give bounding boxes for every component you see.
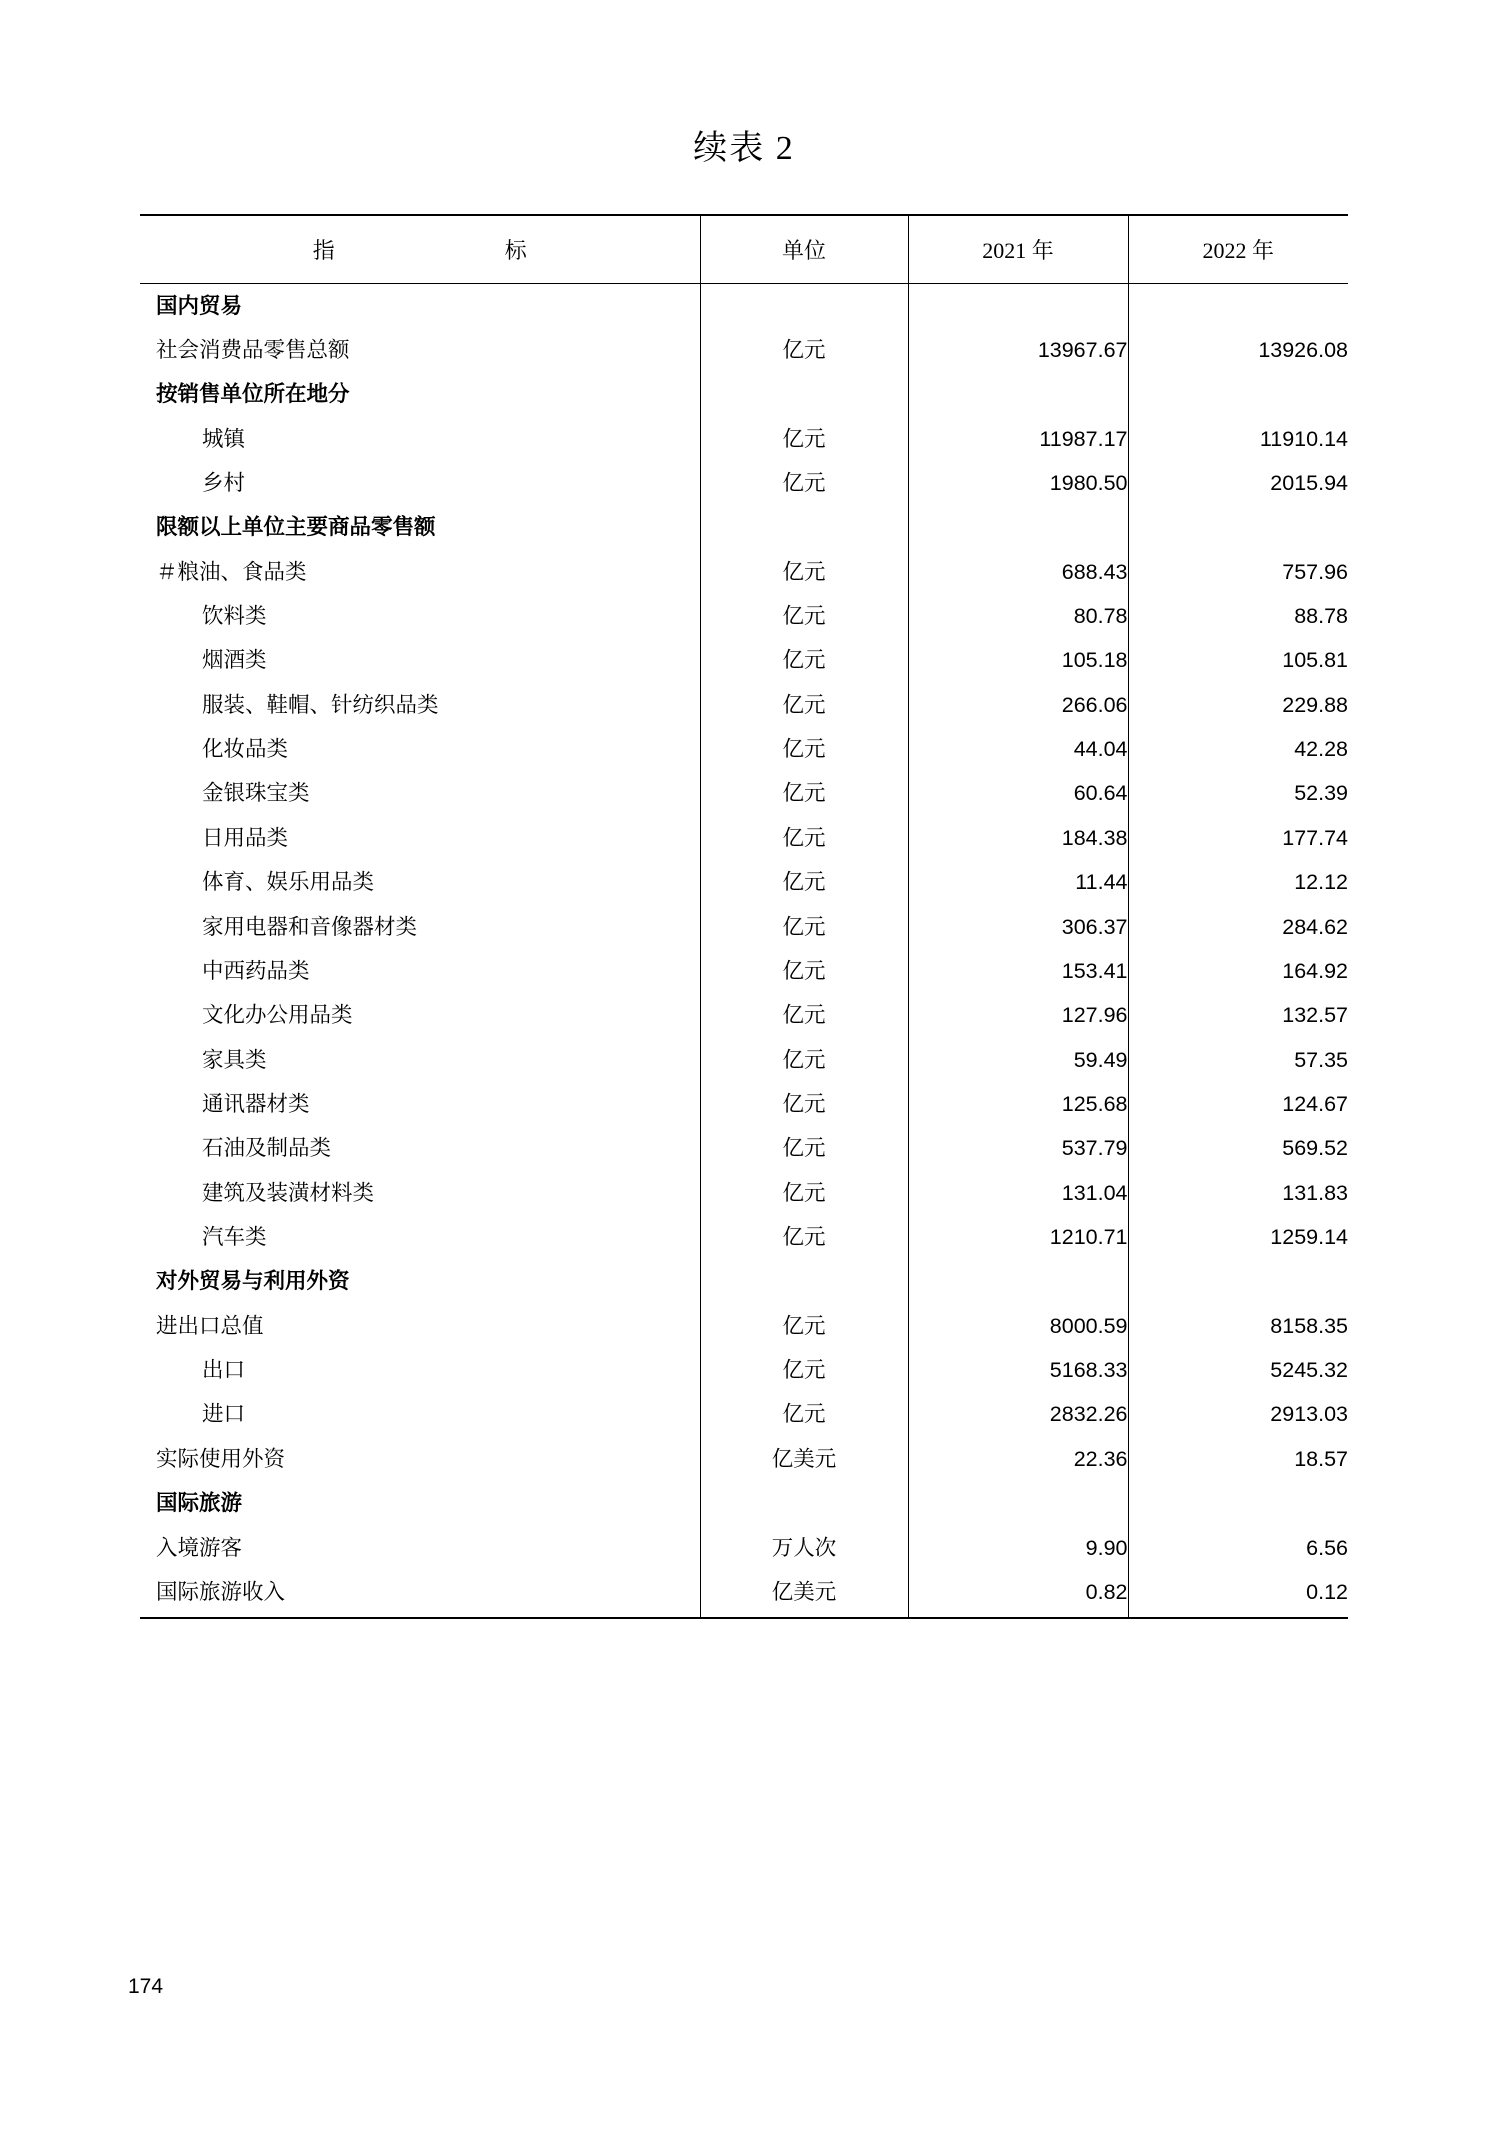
row-value-2022 bbox=[1128, 373, 1348, 417]
row-indicator: 建筑及装潢材料类 bbox=[202, 1180, 375, 1205]
row-value-2022: 569.52 bbox=[1128, 1127, 1348, 1171]
row-indicator: 日用品类 bbox=[202, 825, 289, 850]
row-value-2021: 59.49 bbox=[908, 1038, 1128, 1082]
row-value-2021: 13967.67 bbox=[908, 328, 1128, 372]
row-unit: 亿元 bbox=[700, 1127, 908, 1171]
row-value-2021: 11987.17 bbox=[908, 417, 1128, 461]
row-indicator: 家具类 bbox=[202, 1047, 267, 1072]
row-unit: 亿元 bbox=[700, 1304, 908, 1348]
table-row bbox=[140, 1171, 1348, 1215]
row-unit: 亿元 bbox=[700, 861, 908, 905]
row-indicator: 体育、娱乐用品类 bbox=[202, 870, 375, 895]
row-unit: 亿元 bbox=[700, 328, 908, 372]
table-row bbox=[140, 506, 1348, 550]
row-unit: 亿元 bbox=[700, 1171, 908, 1215]
row-value-2021: 266.06 bbox=[908, 683, 1128, 727]
row-value-2022 bbox=[1128, 506, 1348, 550]
row-indicator: 金银珠宝类 bbox=[202, 781, 310, 806]
table-row bbox=[140, 728, 1348, 772]
table-row bbox=[140, 905, 1348, 949]
table-row bbox=[140, 1127, 1348, 1171]
column-header-year-2022: 2022 年 bbox=[1128, 215, 1348, 284]
table-row bbox=[140, 1349, 1348, 1393]
table-row bbox=[140, 1260, 1348, 1304]
row-unit: 亿元 bbox=[700, 683, 908, 727]
row-indicator: 国际旅游 bbox=[156, 1491, 243, 1516]
row-indicator: 文化办公用品类 bbox=[202, 1003, 353, 1028]
row-indicator: 进出口总值 bbox=[156, 1313, 264, 1338]
row-indicator: 出口 bbox=[202, 1358, 246, 1383]
row-unit: 亿元 bbox=[700, 417, 908, 461]
row-unit: 亿元 bbox=[700, 461, 908, 505]
table-body bbox=[140, 284, 1348, 1619]
table-row bbox=[140, 772, 1348, 816]
row-unit: 亿美元 bbox=[700, 1570, 908, 1618]
row-unit: 亿元 bbox=[700, 1216, 908, 1260]
row-indicator: 饮料类 bbox=[202, 604, 267, 629]
row-value-2021 bbox=[908, 284, 1128, 329]
row-value-2021: 8000.59 bbox=[908, 1304, 1128, 1348]
row-value-2021: 537.79 bbox=[908, 1127, 1128, 1171]
row-unit bbox=[700, 1482, 908, 1526]
table-row bbox=[140, 639, 1348, 683]
column-header-unit: 单位 bbox=[700, 215, 908, 284]
row-unit bbox=[700, 373, 908, 417]
page-title: 续表 2 bbox=[693, 130, 795, 167]
row-value-2021: 60.64 bbox=[908, 772, 1128, 816]
row-value-2021: 184.38 bbox=[908, 816, 1128, 860]
row-indicator: 化妆品类 bbox=[202, 737, 289, 762]
row-unit: 亿元 bbox=[700, 1038, 908, 1082]
row-unit: 亿元 bbox=[700, 772, 908, 816]
row-indicator: 乡村 bbox=[202, 470, 246, 495]
row-indicator: 通讯器材类 bbox=[202, 1091, 310, 1116]
table-row bbox=[140, 1570, 1348, 1618]
row-value-2021: 125.68 bbox=[908, 1082, 1128, 1126]
row-value-2022: 124.67 bbox=[1128, 1082, 1348, 1126]
row-value-2021: 131.04 bbox=[908, 1171, 1128, 1215]
row-unit: 亿元 bbox=[700, 1082, 908, 1126]
row-value-2022: 132.57 bbox=[1128, 994, 1348, 1038]
row-value-2022: 2015.94 bbox=[1128, 461, 1348, 505]
table-row bbox=[140, 550, 1348, 594]
row-value-2022: 177.74 bbox=[1128, 816, 1348, 860]
table-row bbox=[140, 1082, 1348, 1126]
row-value-2021: 22.36 bbox=[908, 1437, 1128, 1481]
row-unit: 亿元 bbox=[700, 905, 908, 949]
table-row bbox=[140, 1304, 1348, 1348]
row-value-2022: 284.62 bbox=[1128, 905, 1348, 949]
row-value-2022: 5245.32 bbox=[1128, 1349, 1348, 1393]
row-value-2022 bbox=[1128, 1260, 1348, 1304]
row-value-2022: 8158.35 bbox=[1128, 1304, 1348, 1348]
row-unit: 万人次 bbox=[700, 1526, 908, 1570]
row-unit: 亿元 bbox=[700, 994, 908, 1038]
row-indicator: 烟酒类 bbox=[202, 648, 267, 673]
row-value-2021: 44.04 bbox=[908, 728, 1128, 772]
row-unit bbox=[700, 506, 908, 550]
table-row bbox=[140, 949, 1348, 993]
row-indicator: ＃粮油、食品类 bbox=[156, 559, 307, 584]
row-value-2021: 9.90 bbox=[908, 1526, 1128, 1570]
row-value-2021: 105.18 bbox=[908, 639, 1128, 683]
table-row bbox=[140, 683, 1348, 727]
row-value-2021: 80.78 bbox=[908, 595, 1128, 639]
row-value-2021 bbox=[908, 1260, 1128, 1304]
row-indicator: 国际旅游收入 bbox=[140, 1570, 700, 1618]
statistics-table bbox=[140, 214, 1348, 1619]
row-value-2022: 131.83 bbox=[1128, 1171, 1348, 1215]
table-row bbox=[140, 1038, 1348, 1082]
table-row bbox=[140, 816, 1348, 860]
row-indicator: 社会消费品零售总额 bbox=[156, 337, 350, 362]
row-unit bbox=[700, 284, 908, 329]
row-indicator: 服装、鞋帽、针纺织品类 bbox=[202, 692, 439, 717]
table-row bbox=[140, 1482, 1348, 1526]
row-value-2022: 105.81 bbox=[1128, 639, 1348, 683]
row-value-2021: 5168.33 bbox=[908, 1349, 1128, 1393]
row-value-2021: 0.82 bbox=[908, 1570, 1128, 1618]
row-value-2022 bbox=[1128, 1482, 1348, 1526]
table-row bbox=[140, 1216, 1348, 1260]
row-unit: 亿元 bbox=[700, 639, 908, 683]
row-value-2022: 164.92 bbox=[1128, 949, 1348, 993]
table-header bbox=[140, 215, 1348, 284]
row-value-2021: 1980.50 bbox=[908, 461, 1128, 505]
row-indicator: 对外贸易与利用外资 bbox=[156, 1269, 350, 1294]
table-row bbox=[140, 1437, 1348, 1481]
row-value-2022: 0.12 bbox=[1128, 1570, 1348, 1618]
row-indicator: 石油及制品类 bbox=[202, 1136, 332, 1161]
row-unit: 亿元 bbox=[700, 595, 908, 639]
row-indicator: 中西药品类 bbox=[202, 958, 310, 983]
row-indicator: 实际使用外资 bbox=[156, 1446, 286, 1471]
row-value-2021: 153.41 bbox=[908, 949, 1128, 993]
row-value-2022: 1259.14 bbox=[1128, 1216, 1348, 1260]
row-value-2021: 127.96 bbox=[908, 994, 1128, 1038]
row-value-2022: 11910.14 bbox=[1128, 417, 1348, 461]
row-unit: 亿元 bbox=[700, 1349, 908, 1393]
row-value-2022: 57.35 bbox=[1128, 1038, 1348, 1082]
row-indicator: 家用电器和音像器材类 bbox=[202, 914, 418, 939]
row-indicator: 限额以上单位主要商品零售额 bbox=[156, 515, 436, 540]
row-unit: 亿元 bbox=[700, 728, 908, 772]
row-value-2022: 18.57 bbox=[1128, 1437, 1348, 1481]
row-unit: 亿元 bbox=[700, 1393, 908, 1437]
row-value-2022: 52.39 bbox=[1128, 772, 1348, 816]
row-value-2021: 1210.71 bbox=[908, 1216, 1128, 1260]
table-row bbox=[140, 994, 1348, 1038]
row-value-2021: 11.44 bbox=[908, 861, 1128, 905]
table-row bbox=[140, 1526, 1348, 1570]
column-header-year-2021: 2021 年 bbox=[908, 215, 1128, 284]
row-unit: 亿元 bbox=[700, 816, 908, 860]
row-value-2021: 2832.26 bbox=[908, 1393, 1128, 1437]
table-row bbox=[140, 373, 1348, 417]
row-value-2021 bbox=[908, 1482, 1128, 1526]
table-row bbox=[140, 595, 1348, 639]
row-value-2022 bbox=[1128, 284, 1348, 329]
row-unit: 亿美元 bbox=[700, 1437, 908, 1481]
row-value-2022: 6.56 bbox=[1128, 1526, 1348, 1570]
row-indicator: 进口 bbox=[202, 1402, 246, 1427]
row-value-2022: 88.78 bbox=[1128, 595, 1348, 639]
row-value-2022: 229.88 bbox=[1128, 683, 1348, 727]
row-value-2022: 13926.08 bbox=[1128, 328, 1348, 372]
document-page bbox=[0, 120, 1488, 2139]
row-value-2021: 688.43 bbox=[908, 550, 1128, 594]
row-unit: 亿元 bbox=[700, 550, 908, 594]
row-indicator: 入境游客 bbox=[156, 1535, 243, 1560]
row-value-2021 bbox=[908, 506, 1128, 550]
row-indicator: 汽车类 bbox=[202, 1225, 267, 1250]
page-number: 174 bbox=[128, 1975, 164, 1998]
row-indicator: 按销售单位所在地分 bbox=[156, 382, 350, 407]
column-header-indicator: 指 标 bbox=[140, 215, 700, 284]
table-row bbox=[140, 417, 1348, 461]
row-indicator: 城镇 bbox=[202, 426, 246, 451]
row-unit bbox=[700, 1260, 908, 1304]
row-unit: 亿元 bbox=[700, 949, 908, 993]
row-indicator: 国内贸易 bbox=[156, 293, 243, 318]
row-value-2022: 2913.03 bbox=[1128, 1393, 1348, 1437]
table-row bbox=[140, 328, 1348, 372]
table-row bbox=[140, 461, 1348, 505]
table-row bbox=[140, 284, 1348, 329]
row-value-2021 bbox=[908, 373, 1128, 417]
row-value-2021: 306.37 bbox=[908, 905, 1128, 949]
row-value-2022: 12.12 bbox=[1128, 861, 1348, 905]
row-value-2022: 42.28 bbox=[1128, 728, 1348, 772]
table-row bbox=[140, 861, 1348, 905]
table-row bbox=[140, 1393, 1348, 1437]
row-value-2022: 757.96 bbox=[1128, 550, 1348, 594]
